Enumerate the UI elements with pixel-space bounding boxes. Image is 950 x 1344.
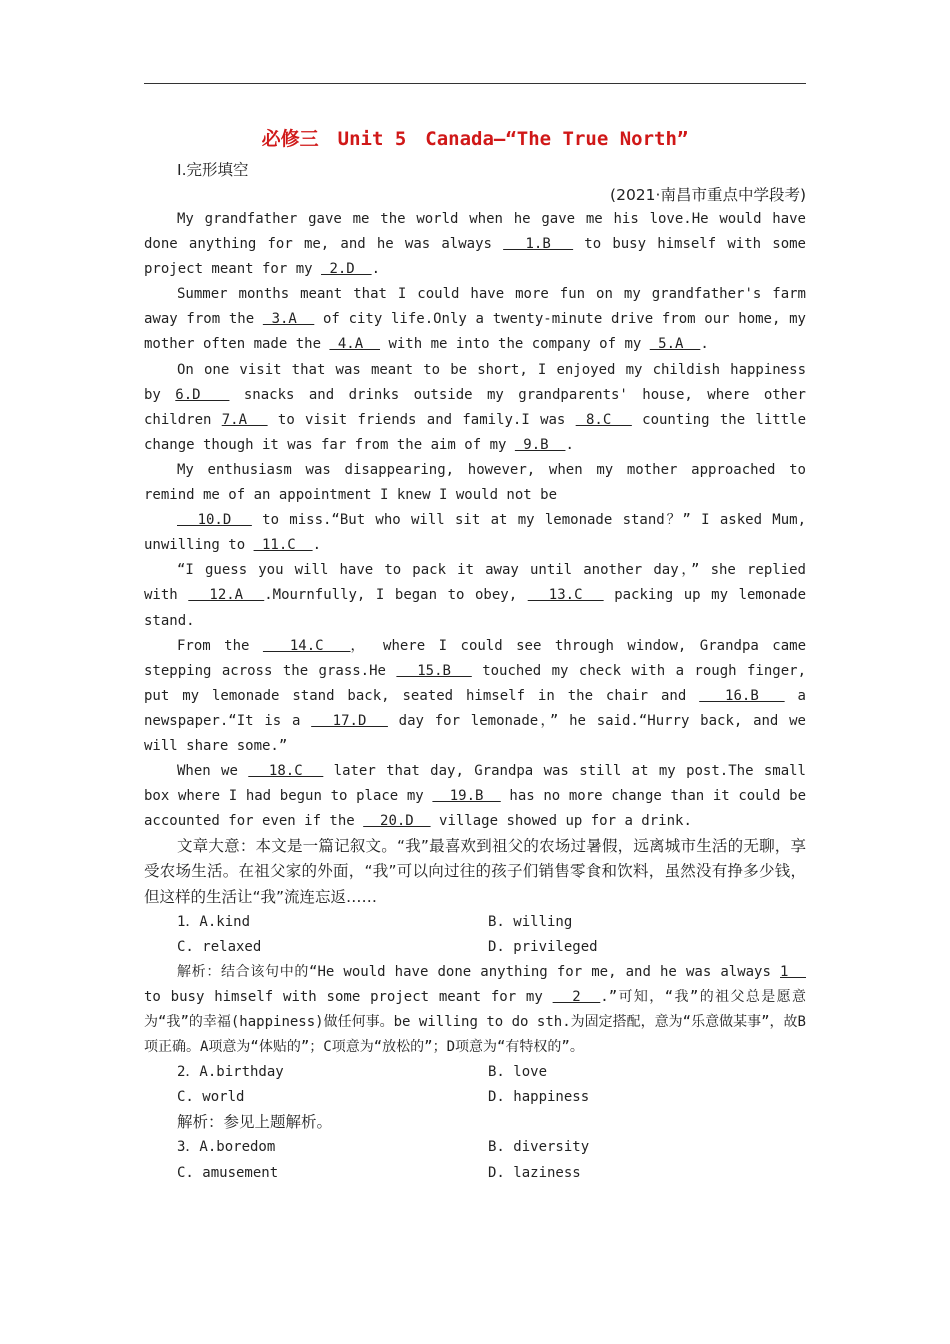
question-options xyxy=(144,1085,806,1110)
passage-text: packing up my lemonade stand. xyxy=(144,587,806,629)
option-a: 1．A.kind xyxy=(177,913,251,930)
option-a: 2．A.birthday xyxy=(177,1064,284,1081)
option-d: D. laziness xyxy=(488,1164,581,1181)
option-b: B. diversity xyxy=(488,1139,590,1156)
passage-text: ， where I could see through window, Grandpa came stepping across the grass.He xyxy=(144,637,806,679)
source-note: (2021·南昌市重点中学段考) xyxy=(610,186,806,204)
explanation-paragraph xyxy=(144,960,806,1060)
option-d: D. happiness xyxy=(488,1089,590,1106)
explanation-paragraph: 解析：参见上题解析。 xyxy=(177,1113,333,1132)
passage-body xyxy=(144,207,806,1186)
answer-blank: 20.D xyxy=(363,813,431,830)
question-options xyxy=(144,910,806,935)
passage-text: of city life.Only a twenty-minute drive from our home, my mother often made the xyxy=(144,311,806,353)
answer-blank: 15.B xyxy=(396,662,472,679)
answer-blank: 2.D xyxy=(321,261,372,278)
option-b: B. willing xyxy=(488,913,573,930)
answer-blank: 4.A xyxy=(329,336,381,353)
passage-text: .Mournfully, I began to obey, xyxy=(264,587,528,604)
passage-text: . xyxy=(700,336,709,353)
passage-text: a newspaper.“It is a xyxy=(144,687,806,729)
answer-blank: 16.B xyxy=(699,687,785,704)
passage-text: On one visit that was meant to be short, I enjoyed my childish happiness by xyxy=(144,361,806,403)
answer-blank: 3.A xyxy=(262,311,315,328)
question-options xyxy=(144,935,806,960)
question-options xyxy=(144,1135,806,1160)
passage-text: touched my check with a rough finger, put my lemonade stand back, seated himself in the chair and xyxy=(144,662,806,704)
answer-blank: 5.A xyxy=(649,336,701,353)
passage-text: “I guess you will have to pack it away until another day，” she replied with xyxy=(144,562,806,604)
passage-text: Summer months meant that I could have more fun on my grandfather's farm away from the xyxy=(144,286,806,328)
answer-blank: 7.A xyxy=(221,411,268,428)
summary-paragraph: 文章大意：本文是一篇记叙文。“我”最喜欢到祖父的农场过暑假，远离城市生活的无聊，享受农场生活。在祖父家的外面，“我”可以向过往的孩子们销售零食和饮料，虽然没有挣多少钱，但这样的生活让“我”流连忘返…… xyxy=(144,837,806,906)
passage-text: day for lemonade，” he said.“Hurry back, and we will share some.” xyxy=(144,712,806,754)
passage-paragraph xyxy=(144,458,806,508)
answer-blank: 11.C xyxy=(253,537,313,554)
answer-blank: 14.C xyxy=(262,637,351,654)
passage-text: to visit friends and family.I was xyxy=(267,411,576,428)
passage-text: counting the little change though it was far from the aim of my xyxy=(144,411,807,453)
question-options xyxy=(144,1161,806,1186)
answer-blank: 12.A xyxy=(188,587,265,604)
explanation-text: .”可知，“我”的祖父总是愿意为“我”的幸福(happiness)做任何事。be willing to do sth.为固定搭配，意为“乐意做某事”，故B项正确。A项意为“体贴的”；C项意为“放松的”；D项意为“有特权的”。 xyxy=(144,988,806,1056)
answer-blank: 1 xyxy=(780,963,806,980)
answer-blank: 9.B xyxy=(514,436,566,453)
passage-paragraph xyxy=(144,207,806,282)
option-b: B. love xyxy=(488,1064,548,1081)
option-d: D. privileged xyxy=(488,938,598,955)
option-a: 3．A.boredom xyxy=(177,1139,276,1156)
passage-text: to busy himself with some project meant for my xyxy=(144,236,806,278)
passage-paragraph xyxy=(144,282,806,357)
passage-paragraph xyxy=(144,508,806,558)
answer-blank: 18.C xyxy=(248,763,324,780)
answer-blank: 1.B xyxy=(503,236,574,253)
answer-blank: 19.B xyxy=(432,788,501,805)
header-rule xyxy=(144,83,806,84)
page-title: 必修三 Unit 5 Canada—“The True North” xyxy=(261,128,689,150)
answer-blank: 13.C xyxy=(527,587,604,604)
passage-text: From the xyxy=(177,637,263,654)
passage-paragraph xyxy=(144,358,806,458)
option-c: C. world xyxy=(177,1089,245,1106)
section-heading: Ⅰ.完形填空 xyxy=(177,161,249,179)
question-options xyxy=(144,1060,806,1085)
passage-paragraph xyxy=(144,759,806,834)
answer-blank: 17.D xyxy=(311,712,388,729)
answer-blank: 10.D xyxy=(177,512,252,529)
passage-text: . xyxy=(312,537,322,554)
passage-text: has no more change than it could be accounted for even if the xyxy=(144,788,807,830)
answer-blank: 6.D xyxy=(175,386,230,403)
passage-text: My enthusiasm was disappearing, however, when my mother approached to remind me of an appointment I knew I would not be xyxy=(144,461,806,504)
option-c: C. relaxed xyxy=(177,938,262,955)
passage-text: When we xyxy=(177,763,249,780)
explanation-text: to busy himself with some project meant for my xyxy=(144,988,553,1005)
passage-paragraph xyxy=(144,558,806,633)
passage-text: village showed up for a drink. xyxy=(430,813,692,830)
passage-text: . xyxy=(371,261,381,278)
passage-text: . xyxy=(565,436,574,453)
answer-blank: 2 xyxy=(552,988,601,1005)
passage-text: later that day, Grandpa was still at my post.The small box where I had begun to place my xyxy=(144,763,806,805)
answer-blank: 8.C xyxy=(575,411,632,428)
passage-text: to miss.“But who will sit at my lemonade stand？” I asked Mum, unwilling to xyxy=(144,512,806,554)
passage-paragraph xyxy=(144,634,806,759)
option-c: C. amusement xyxy=(177,1164,279,1181)
explanation-text: 解析：结合该句中的“He would have done anything for me, and he was always xyxy=(177,963,781,980)
passage-text: with me into the company of my xyxy=(380,336,650,353)
passage-text: My grandfather gave me the world when he gave me his love.He would have done anything for me, and he was always xyxy=(144,211,806,253)
passage-text: snacks and drinks outside my grandparents' house, where other children xyxy=(144,386,806,428)
